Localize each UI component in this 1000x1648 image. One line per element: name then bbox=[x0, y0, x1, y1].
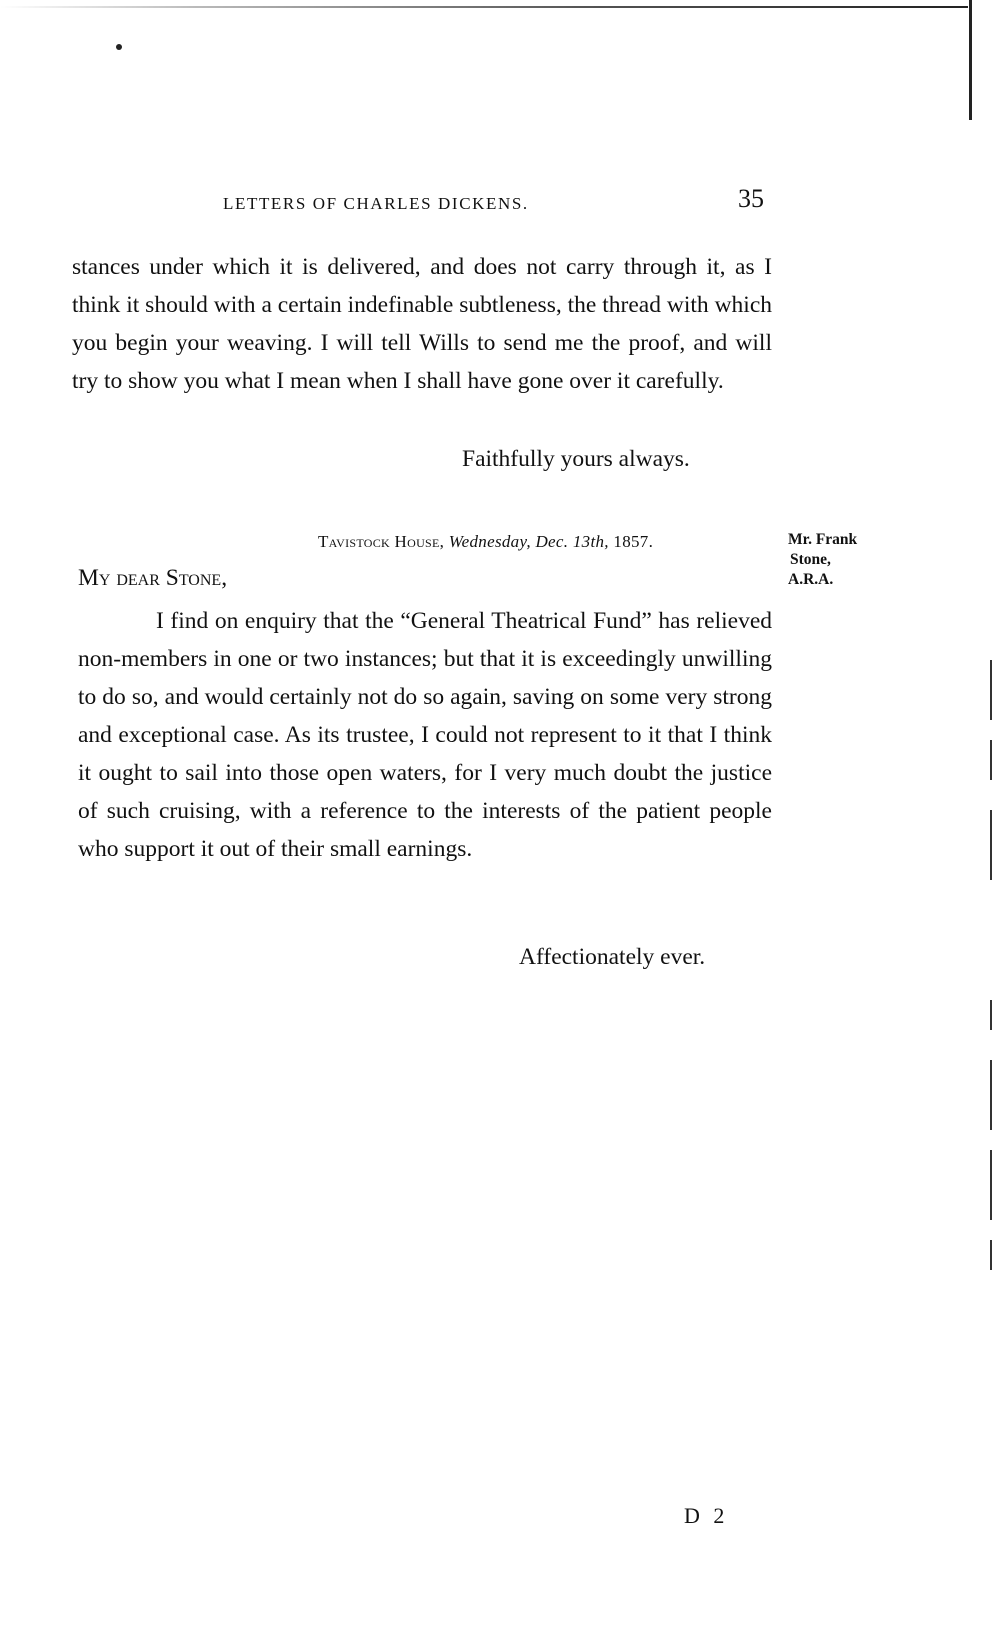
recipient-sidenote bbox=[788, 530, 908, 590]
scan-edge-right bbox=[969, 0, 972, 120]
sidenote-line: Stone, bbox=[790, 551, 831, 568]
scan-mark bbox=[990, 810, 992, 880]
scan-mark bbox=[990, 660, 992, 720]
sidenote-line: A.R.A. bbox=[788, 571, 834, 588]
scan-mark bbox=[990, 1060, 992, 1130]
letter-one-continuation: stances under which it is delivered, and does not carry through it, as I think it should with a certain indefinable subtleness, the thread with which you begin your weaving. I will tell Wills to send me the proof, and will try to show you what I mean when I shall have gone over it carefully. bbox=[72, 254, 772, 394]
scan-mark bbox=[990, 740, 992, 780]
letter-two-salutation: My dear Stone, bbox=[78, 565, 228, 591]
dateline-date: Wednesday, Dec. 13th, bbox=[448, 532, 609, 551]
letter-one-closing: Faithfully yours always. bbox=[462, 446, 690, 472]
dateline-place: Tavistock House, bbox=[318, 532, 445, 551]
scan-mark bbox=[990, 1150, 992, 1220]
dateline-year: 1857. bbox=[613, 532, 654, 551]
scan-mark bbox=[990, 1240, 992, 1270]
printer-signature-mark: D 2 bbox=[684, 1503, 729, 1528]
running-head: LETTERS OF CHARLES DICKENS. bbox=[223, 194, 529, 213]
scan-speck bbox=[116, 44, 122, 50]
page-number: 35 bbox=[738, 184, 764, 213]
scan-edge-top bbox=[0, 6, 968, 8]
letter-two-closing: Affectionately ever. bbox=[519, 944, 706, 970]
scan-mark bbox=[990, 1000, 992, 1030]
sidenote-line: Mr. Frank bbox=[788, 531, 858, 548]
letter-two-dateline bbox=[318, 532, 653, 552]
letter-two-body: I find on enquiry that the “General Theatrical Fund” has relieved non-members in one or two instances; but that it is exceedingly unwilling to do so, and would certainly not do so again, saving on some very strong and exceptional case. As its trustee, I could not represent to it that I think it ought to sail into those open waters, for I very much doubt the justice of such cruising, with a reference to the interests of the patient people who support it out of their small earnings. bbox=[78, 608, 772, 862]
